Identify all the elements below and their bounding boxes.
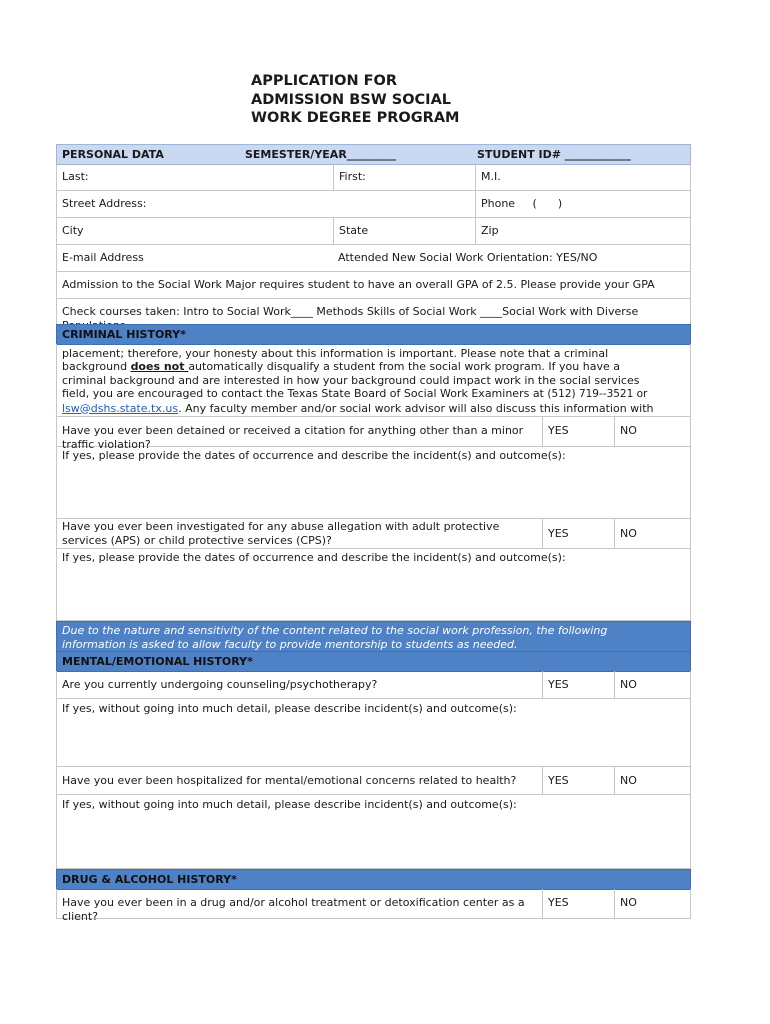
street-address-field[interactable]: Street Address: (62, 197, 147, 210)
email-row (56, 245, 691, 272)
criminal-q1-line-1: Have you ever been detained or received a citation for anything other than a minor (62, 424, 524, 437)
mental-q1-followup-text: If yes, without going into much detail, please describe incident(s) and outcome(s): (62, 702, 517, 715)
last-name-field[interactable]: Last: (62, 170, 89, 183)
criminal-q1-line-2: traffic violation? (62, 437, 151, 451)
sensitivity-notice (56, 621, 691, 652)
mental-q2-followup[interactable] (56, 795, 691, 869)
mental-question-2 (56, 767, 691, 795)
does-not-emphasis: does not (130, 360, 189, 374)
criminal-notice-line-1: placement; therefore, your honesty about this information is important. Please note that a criminal (62, 347, 609, 360)
title-line-2: ADMISSION BSW SOCIAL (251, 91, 452, 108)
mental-history-header (56, 651, 691, 672)
city-field[interactable]: City (62, 224, 84, 237)
criminal-notice-line-2c: automatically disqualify a student from the social work program. If you have a (188, 360, 620, 374)
mental-q1-yes[interactable]: YES (542, 671, 614, 698)
criminal-notice-line-2a: background (62, 360, 131, 374)
criminal-q2-yes[interactable]: YES (542, 519, 614, 548)
criminal-history-title: CRIMINAL HISTORY* (62, 328, 186, 341)
gpa-field[interactable]: Admission to the Social Work Major requires student to have an overall GPA of 2.5. Please provide your GPA (62, 278, 655, 291)
gpa-row (56, 272, 691, 299)
drug-q1-line-1: Have you ever been in a drug and/or alcohol treatment or detoxification center as a (62, 896, 525, 909)
mental-q2-followup-text: If yes, without going into much detail, please describe incident(s) and outcome(s): (62, 798, 517, 811)
criminal-notice-text (57, 344, 690, 416)
page-title (251, 72, 511, 128)
name-row (56, 164, 691, 191)
criminal-q1-followup[interactable] (56, 447, 691, 519)
board-phone-number: (512) 719--3521 or (547, 388, 648, 401)
criminal-notice-line-5 (62, 402, 685, 415)
mental-q2-no[interactable]: NO (614, 767, 690, 794)
criminal-q1-no[interactable]: NO (614, 417, 690, 446)
city-row (56, 218, 691, 245)
title-line-3: WORK DEGREE PROGRAM (251, 110, 460, 126)
mental-q1-text: Are you currently undergoing counseling/psychotherapy? (62, 678, 378, 691)
email-field[interactable]: E-mail Address (62, 251, 144, 264)
mental-q1-followup[interactable] (56, 699, 691, 767)
address-row (56, 191, 691, 218)
sensitivity-notice-text (57, 622, 690, 651)
middle-initial-field[interactable]: M.I. (475, 164, 690, 190)
board-email-link[interactable]: lsw@dshs.state.tx.us (62, 401, 179, 415)
criminal-paragraph (56, 344, 691, 417)
personal-data-header (56, 144, 691, 165)
criminal-q1-yes[interactable]: YES (542, 417, 614, 446)
criminal-history-header (56, 324, 691, 345)
title-line-1: APPLICATION FOR (251, 73, 398, 89)
drug-q1-yes[interactable]: YES (542, 889, 614, 918)
orientation-field[interactable]: Attended New Social Work Orientation: YES/NO (338, 251, 598, 264)
drug-question-1 (56, 889, 691, 923)
courses-line-1: Check courses taken: Intro to Social Work____ Methods Skills of Social Work ____Social Work with Diverse (62, 305, 639, 318)
drug-q1-line-2: client? (62, 909, 99, 923)
mental-history-title: MENTAL/EMOTIONAL HISTORY* (62, 655, 253, 668)
criminal-q2-line-1: Have you ever been investigated for any abuse allegation with adult protective (62, 520, 500, 533)
drug-alcohol-header (56, 869, 691, 890)
drug-q1-no[interactable]: NO (614, 889, 690, 918)
mental-q2-yes[interactable]: YES (542, 767, 614, 794)
sensitivity-notice-line-1: Due to the nature and sensitivity of the content related to the social work profession, the following (62, 624, 608, 637)
criminal-q1-followup-text: If yes, please provide the dates of occurrence and describe the incident(s) and outcome(s): (62, 449, 566, 462)
drug-alcohol-title: DRUG & ALCOHOL HISTORY* (62, 873, 237, 886)
criminal-notice-line-3: criminal background and are interested in how your background could impact work in the social services (62, 373, 640, 387)
criminal-q2-followup[interactable] (56, 549, 691, 621)
zip-field[interactable]: Zip (475, 218, 690, 244)
mental-q1-no[interactable]: NO (614, 671, 690, 698)
mental-q2-text: Have you ever been hospitalized for mental/emotional concerns related to health? (62, 774, 517, 787)
criminal-q2-followup-text: If yes, please provide the dates of occurrence and describe the incident(s) and outcome(s): (62, 551, 566, 564)
sensitivity-notice-line-2: information is asked to allow faculty to provide mentorship to students as needed. (62, 638, 518, 651)
criminal-question-1 (56, 417, 691, 451)
courses-field[interactable] (57, 299, 690, 324)
courses-row (56, 299, 691, 325)
criminal-notice-line-4 (62, 387, 685, 401)
criminal-q2-text (57, 519, 542, 548)
personal-data-title: PERSONAL DATA (62, 148, 164, 161)
criminal-question-2 (56, 519, 691, 549)
criminal-notice-line-4a: field, you are encouraged to contact the Texas State Board of Social Work Examiners at (62, 387, 548, 401)
mental-question-1 (56, 671, 691, 699)
first-name-field[interactable]: First: (333, 164, 475, 190)
state-field[interactable]: State (333, 218, 475, 244)
criminal-q1-text (57, 417, 542, 451)
criminal-q2-line-2: services (APS) or child protective services (CPS)? (62, 533, 332, 547)
drug-q1-text (57, 889, 542, 923)
criminal-notice-line-2 (62, 360, 685, 373)
criminal-q2-no[interactable]: NO (614, 519, 690, 548)
student-id-field[interactable]: STUDENT ID# ____________ (477, 148, 631, 161)
semester-year-field[interactable]: SEMESTER/YEAR_________ (245, 148, 397, 161)
phone-field[interactable]: Phone ( ) (475, 191, 690, 217)
criminal-notice-line-5b: . Any faculty member and/or social work advisor will also discuss this information with (178, 401, 654, 415)
